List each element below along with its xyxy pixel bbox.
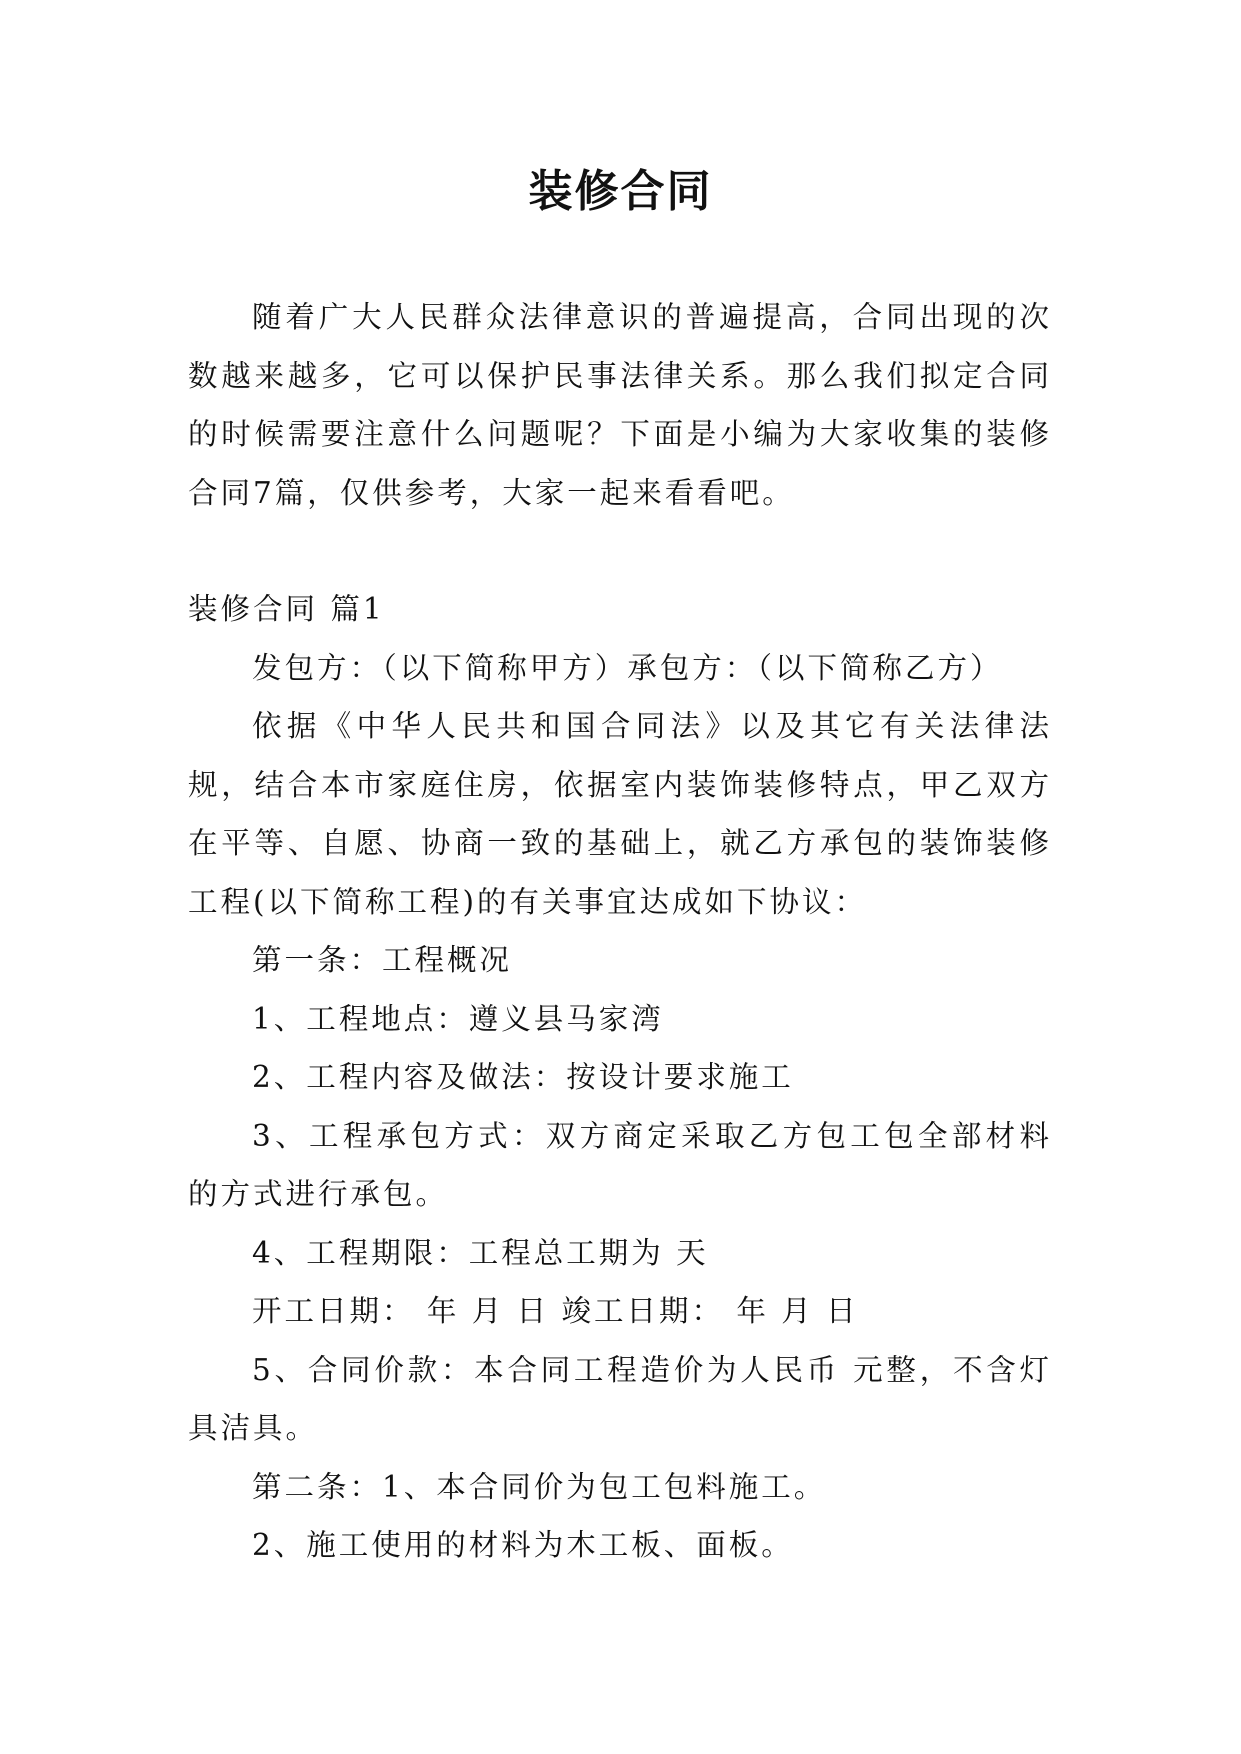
clause-content: 2、工程内容及做法：按设计要求施工 xyxy=(252,1060,794,1094)
clause-dates: 开工日期： 年 月 日 竣工日期： 年 月 日 xyxy=(252,1294,859,1328)
section-heading: 装修合同 篇1 xyxy=(188,592,385,626)
document-body xyxy=(188,288,1052,1575)
paragraph-basis: 依据《中华人民共和国合同法》以及其它有关法律法规，结合本市家庭住房，依据室内装饰装修特点，甲乙双方在平等、自愿、协商一致的基础上，就乙方承包的装饰装修工程(以下简称工程)的有关事宜达成如下协议： xyxy=(188,709,1052,919)
article-2-clause-1: 第二条：1、本合同价为包工包料施工。 xyxy=(252,1469,827,1504)
article-2-clause-2: 2、施工使用的材料为木工板、面板。 xyxy=(252,1528,794,1562)
intro-paragraph: 随着广大人民群众法律意识的普遍提高，合同出现的次数越来越多，它可以保护民事法律关系。那么我们拟定合同的时候需要注意什么问题呢？下面是小编为大家收集的装修合同7篇，仅供参考，大家一起来看看吧。 xyxy=(188,300,1052,510)
article-1-heading: 第一条：工程概况 xyxy=(252,943,513,977)
clause-duration: 4、工程期限：工程总工期为 天 xyxy=(252,1235,709,1270)
document-title: 装修合同 xyxy=(528,166,713,217)
clause-contract-method: 3、工程承包方式：双方商定采取乙方包工包全部材料的方式进行承包。 xyxy=(188,1118,1052,1211)
paragraph-parties: 发包方：（以下简称甲方）承包方：（以下简称乙方） xyxy=(252,650,1003,685)
clause-price: 5、合同价款：本合同工程造价为人民币 元整，不含灯具洁具。 xyxy=(188,1352,1052,1445)
clause-location: 1、工程地点：遵义县马家湾 xyxy=(252,1001,664,1036)
